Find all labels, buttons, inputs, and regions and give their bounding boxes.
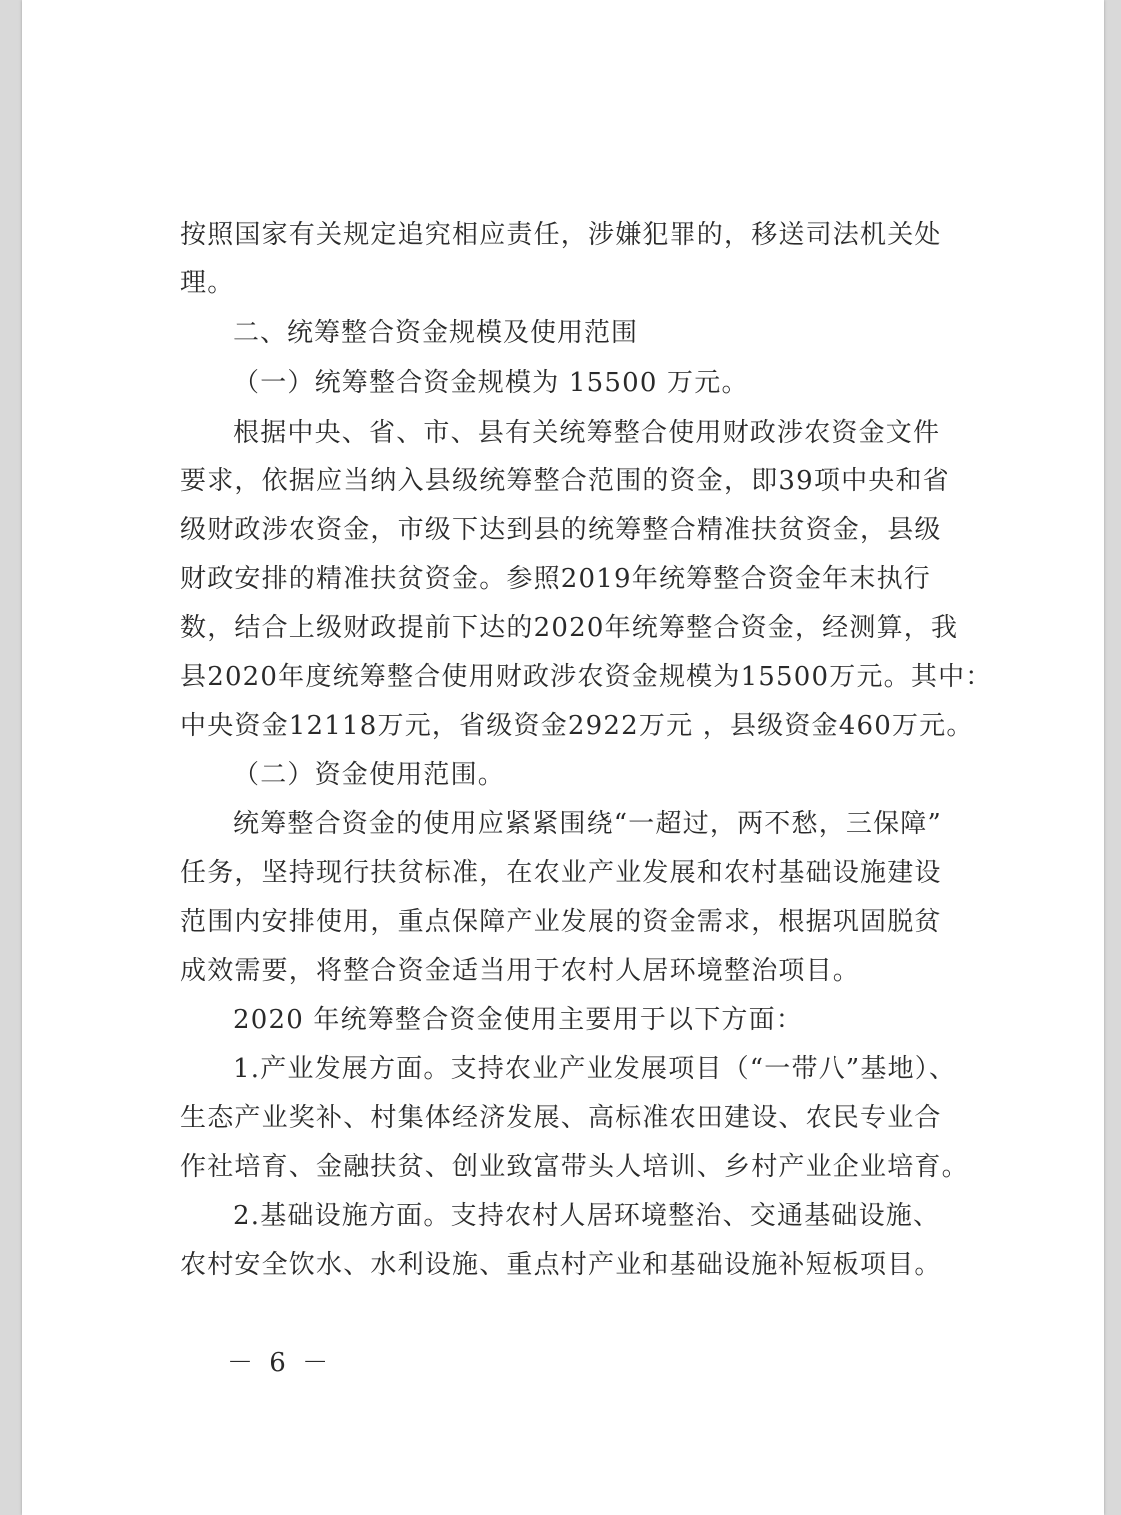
subsection-heading: （二）资金使用范围。	[233, 760, 506, 790]
paragraph-line: 2020 年统筹整合资金使用主要用于以下方面：	[233, 1005, 804, 1035]
paragraph-line: 2.基础设施方面。支持农村人居环境整治、交通基础设施、	[233, 1201, 941, 1231]
paragraph-line: 统筹整合资金的使用应紧紧围绕“一超过，两不愁，三保障”	[233, 809, 942, 839]
paragraph-line: 农村安全饮水、水利设施、重点村产业和基础设施补短板项目。	[180, 1250, 942, 1280]
paragraph-line: 级财政涉农资金，市级下达到县的统筹整合精准扶贫资金，县级	[180, 515, 942, 545]
paragraph-line: 财政安排的精准扶贫资金。参照2019年统筹整合资金年末执行	[180, 564, 931, 594]
page-number: － 6 －	[227, 1348, 333, 1378]
paragraph-line: 范围内安排使用，重点保障产业发展的资金需求，根据巩固脱贫	[180, 907, 942, 937]
paragraph-line: 根据中央、省、市、县有关统筹整合使用财政涉农资金文件	[233, 418, 941, 448]
paragraph-line: 数，结合上级财政提前下达的2020年统筹整合资金，经测算，我	[180, 613, 959, 643]
paragraph-line: 要求，依据应当纳入县级统筹整合范围的资金，即39项中央和省	[180, 466, 950, 496]
document-page	[22, 0, 1104, 1515]
paragraph-line: 生态产业奖补、村集体经济发展、高标准农田建设、农民专业合	[180, 1103, 942, 1133]
paragraph-line: 成效需要，将整合资金适当用于农村人居环境整治项目。	[180, 956, 861, 986]
section-heading: 二、统筹整合资金规模及使用范围	[233, 318, 639, 348]
paragraph-line: 作社培育、金融扶贫、创业致富带头人培训、乡村产业企业培育。	[180, 1152, 969, 1182]
paragraph-line: 按照国家有关规定追究相应责任，涉嫌犯罪的，移送司法机关处	[180, 220, 942, 250]
paragraph-line: 任务，坚持现行扶贫标准，在农业产业发展和农村基础设施建设	[180, 858, 942, 888]
paragraph-line: 中央资金12118万元，省级资金2922万元 ，县级资金460万元。	[180, 711, 974, 741]
subsection-heading: （一）统筹整合资金规模为 15500 万元。	[233, 368, 749, 398]
paragraph-line: 理。	[180, 268, 235, 298]
paragraph-line: 县2020年度统筹整合使用财政涉农资金规模为15500万元。其中：	[180, 662, 993, 692]
paragraph-line: 1.产业发展方面。支持农业产业发展项目（“一带八”基地）、	[233, 1054, 957, 1084]
